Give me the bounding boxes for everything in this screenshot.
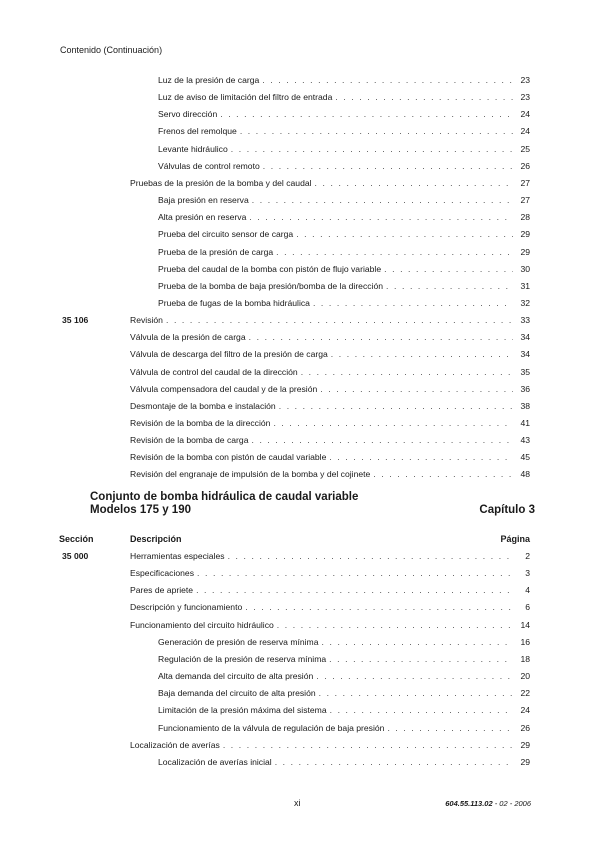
toc-entry-title: Válvula de la presión de carga xyxy=(130,332,246,343)
toc-leader-dots xyxy=(249,331,513,344)
toc-page-number: 29 xyxy=(520,739,530,750)
toc-entry[interactable] xyxy=(158,228,530,241)
toc-entry[interactable] xyxy=(158,143,530,156)
toc-page-number: 24 xyxy=(520,126,530,137)
toc-page-number: 27 xyxy=(520,177,530,188)
toc-page-number: 41 xyxy=(520,418,530,428)
toc-page-number: 29 xyxy=(520,246,530,257)
chapter-label: Capítulo 3 xyxy=(479,504,535,516)
chapter-title-line2: Modelos 175 y 190 xyxy=(90,504,191,516)
toc-leader-dots xyxy=(315,177,513,190)
toc-entry-title: Prueba de la bomba de baja presión/bomba de la dirección xyxy=(158,280,384,291)
toc-leader-dots xyxy=(277,619,513,632)
toc-leader-dots xyxy=(166,314,513,327)
toc-row xyxy=(0,636,595,649)
toc-entry[interactable] xyxy=(158,211,530,224)
toc-entry-title: Revisión del engranaje de impulsión de la bomba y del cojinete xyxy=(130,469,371,480)
toc-page-number: 38 xyxy=(520,400,530,411)
toc-entry[interactable] xyxy=(130,400,530,413)
toc-entry-title: Alta presión en reserva xyxy=(158,212,247,223)
toc-row xyxy=(0,297,595,310)
toc-page-number: 24 xyxy=(520,109,530,120)
toc-entry-title: Pruebas de la presión de la bomba y del caudal xyxy=(130,177,312,188)
toc-page-number: 35 xyxy=(520,366,530,377)
toc-row xyxy=(0,125,595,138)
toc-entry[interactable] xyxy=(130,383,530,396)
toc-leader-dots xyxy=(373,468,513,481)
toc-entry[interactable] xyxy=(130,177,530,190)
toc-leader-dots xyxy=(251,434,513,447)
toc-row xyxy=(0,108,595,121)
toc-row xyxy=(0,739,595,752)
toc-entry-title: Regulación de la presión de reserva mínima xyxy=(158,653,327,664)
toc-entry[interactable] xyxy=(158,722,530,735)
toc-page-number: 2 xyxy=(525,551,530,561)
chapter-title xyxy=(90,491,358,517)
toc-entry[interactable] xyxy=(130,584,530,597)
toc-entry-title: Revisión de la bomba de la dirección xyxy=(130,418,271,428)
toc-entry-title: Limitación de la presión máxima del sistema xyxy=(158,705,327,716)
toc-row xyxy=(0,722,595,735)
column-header-page: Página xyxy=(500,534,530,544)
toc-entry[interactable] xyxy=(158,756,530,769)
toc-entry-title: Servo dirección xyxy=(158,109,218,120)
toc-entry[interactable] xyxy=(158,297,530,310)
chapter-title-line1: Conjunto de bomba hidráulica de caudal variable xyxy=(90,491,359,503)
toc-row xyxy=(0,91,595,104)
toc-row xyxy=(0,331,595,344)
toc-entry[interactable] xyxy=(130,601,530,614)
toc-leader-dots xyxy=(223,739,513,752)
toc-leader-dots xyxy=(196,584,513,597)
toc-row xyxy=(0,74,595,87)
toc-row xyxy=(0,177,595,190)
toc-page-number: 30 xyxy=(520,263,530,274)
toc-row xyxy=(0,383,595,396)
toc-entry-title: Desmontaje de la bomba e instalación xyxy=(130,400,276,411)
toc-page-number: 3 xyxy=(525,568,530,579)
toc-leader-dots xyxy=(320,383,513,396)
toc-leader-dots xyxy=(263,160,513,173)
footer-doc-date: - 02 - 2006 xyxy=(492,799,531,808)
toc-entry-title: Generación de presión de reserva mínima xyxy=(158,636,319,647)
toc-page-number: 48 xyxy=(520,469,530,480)
toc-entry-title: Funcionamiento del circuito hidráulico xyxy=(130,619,274,630)
toc-entry-title: Herramientas especiales xyxy=(130,551,225,561)
toc-entry-title: Alta demanda del circuito de alta presión xyxy=(158,671,314,682)
toc-leader-dots xyxy=(273,417,513,430)
toc-page-number: 22 xyxy=(520,688,530,699)
footer-doc-number: 604.55.113.02 xyxy=(445,799,493,808)
toc-page-number: 27 xyxy=(520,195,530,206)
toc-leader-dots xyxy=(319,687,513,700)
toc-entry-title: Localización de averías xyxy=(130,739,220,750)
toc-leader-dots xyxy=(329,451,513,464)
toc-entry[interactable] xyxy=(130,739,530,752)
toc-row xyxy=(0,280,595,293)
toc-entry-title: Válvula de descarga del filtro de la presión de carga xyxy=(130,349,328,360)
toc-page-number: 23 xyxy=(520,92,530,103)
toc-row xyxy=(0,704,595,717)
toc-row xyxy=(0,451,595,464)
toc-entry[interactable] xyxy=(158,194,530,207)
toc-entry[interactable] xyxy=(158,670,530,683)
toc-row xyxy=(0,211,595,224)
toc-page-number: 23 xyxy=(520,75,530,85)
toc-entry-title: Levante hidráulico xyxy=(158,143,228,154)
toc-row xyxy=(0,687,595,700)
toc-entry-title: Funcionamiento de la válvula de regulación de baja presión xyxy=(158,722,385,733)
toc-entry[interactable] xyxy=(158,653,530,666)
toc-row xyxy=(0,619,595,632)
toc-entry[interactable] xyxy=(158,263,530,276)
toc-entry[interactable] xyxy=(130,331,530,344)
toc-entry-title: Pares de apriete xyxy=(130,585,194,596)
toc-entry-title: Prueba del caudal de la bomba con pistón de flujo variable xyxy=(158,263,382,274)
toc-entry-title: Prueba de la presión de carga xyxy=(158,246,274,257)
toc-row xyxy=(0,653,595,666)
toc-page-number: 4 xyxy=(525,585,530,596)
toc-row xyxy=(0,228,595,241)
toc-leader-dots xyxy=(386,280,513,293)
toc-leader-dots xyxy=(197,567,513,580)
toc-entry-title: Prueba del circuito sensor de carga xyxy=(158,229,294,240)
toc-page-number: 34 xyxy=(520,332,530,343)
toc-entry-title: Revisión de la bomba con pistón de caudal variable xyxy=(130,452,327,463)
toc-page-number: 14 xyxy=(520,619,530,630)
toc-entry[interactable] xyxy=(158,687,530,700)
toc-row xyxy=(0,143,595,156)
toc-entry[interactable] xyxy=(130,348,530,361)
footer-page-number: xi xyxy=(294,798,301,808)
toc-leader-dots xyxy=(276,246,513,259)
toc-page-number: 26 xyxy=(520,722,530,733)
footer-doc-ref xyxy=(445,799,531,808)
toc-entry-title: Revisión xyxy=(130,315,163,326)
toc-leader-dots xyxy=(387,722,513,735)
toc-page-number: 29 xyxy=(520,229,530,240)
toc-leader-dots xyxy=(316,670,513,683)
toc-page-number: 24 xyxy=(520,705,530,716)
toc-entry[interactable] xyxy=(158,636,530,649)
toc-entry[interactable] xyxy=(158,108,530,121)
toc-entry[interactable] xyxy=(158,74,530,87)
toc-row xyxy=(0,194,595,207)
toc-entry-title: Especificaciones xyxy=(130,568,195,579)
toc-entry-title: Luz de aviso de limitación del filtro de entrada xyxy=(158,92,333,103)
column-header-description: Descripción xyxy=(130,534,182,544)
toc-row xyxy=(0,246,595,259)
toc-row xyxy=(0,434,595,447)
toc-entry[interactable] xyxy=(130,434,530,447)
toc-entry-title: Baja presión en reserva xyxy=(158,195,249,206)
toc-row xyxy=(0,400,595,413)
toc-leader-dots xyxy=(301,366,513,379)
toc-page-number: 25 xyxy=(520,143,530,154)
toc-row xyxy=(0,314,595,327)
toc-entry-title: Descripción y funcionamiento xyxy=(130,602,243,613)
toc-entry[interactable] xyxy=(158,125,530,138)
toc-entry[interactable] xyxy=(158,91,530,104)
toc-leader-dots xyxy=(228,550,513,563)
toc-leader-dots xyxy=(249,211,513,224)
toc-row xyxy=(0,670,595,683)
toc-leader-dots xyxy=(275,756,513,769)
toc-leader-dots xyxy=(330,704,513,717)
toc-entry-title: Válvula compensadora del caudal y de la presión xyxy=(130,383,318,394)
toc-entry[interactable] xyxy=(158,704,530,717)
toc-row xyxy=(0,468,595,481)
toc-page-number: 29 xyxy=(520,756,530,767)
toc-leader-dots xyxy=(313,297,513,310)
toc-entry-title: Localización de averías inicial xyxy=(158,756,272,767)
toc-page-number: 18 xyxy=(520,653,530,664)
toc-page-number: 26 xyxy=(520,160,530,171)
page-header: Contenido (Continuación) xyxy=(60,45,163,55)
toc-entry-title: Luz de la presión de carga xyxy=(158,75,260,85)
toc-row xyxy=(0,263,595,276)
toc-entry[interactable] xyxy=(130,550,530,563)
toc-entry[interactable] xyxy=(130,468,530,481)
toc-row xyxy=(0,756,595,769)
toc-page-number: 36 xyxy=(520,383,530,394)
toc-leader-dots xyxy=(322,636,514,649)
toc-row xyxy=(0,417,595,430)
toc-section-number: 35 000 xyxy=(62,551,89,561)
toc-entry[interactable] xyxy=(130,451,530,464)
toc-page-number: 45 xyxy=(520,452,530,463)
toc-entry[interactable] xyxy=(130,619,530,632)
toc-entry-title: Baja demanda del circuito de alta presión xyxy=(158,688,316,699)
toc-row xyxy=(0,366,595,379)
toc-page-number: 6 xyxy=(525,602,530,613)
toc-row xyxy=(0,348,595,361)
toc-leader-dots xyxy=(252,194,513,207)
toc-entry[interactable] xyxy=(158,246,530,259)
toc-entry[interactable] xyxy=(158,160,530,173)
toc-leader-dots xyxy=(384,263,513,276)
toc-entry[interactable] xyxy=(130,417,530,430)
toc-leader-dots xyxy=(329,653,513,666)
toc-page-number: 32 xyxy=(520,297,530,308)
toc-leader-dots xyxy=(245,601,513,614)
toc-row xyxy=(0,160,595,173)
toc-page-number: 20 xyxy=(520,671,530,682)
toc-entry-title: Revisión de la bomba de carga xyxy=(130,435,249,446)
toc-entry[interactable] xyxy=(130,366,530,379)
toc-page-number: 33 xyxy=(520,315,530,326)
toc-entry-title: Válvula de control del caudal de la dirección xyxy=(130,366,298,377)
toc-entry[interactable] xyxy=(130,314,530,327)
toc-entry-title: Prueba de fugas de la bomba hidráulica xyxy=(158,297,310,308)
toc-leader-dots xyxy=(296,228,513,241)
toc-row xyxy=(0,567,595,580)
toc-page-number: 31 xyxy=(520,280,530,291)
toc-page-number: 34 xyxy=(520,349,530,360)
toc-row xyxy=(0,601,595,614)
toc-entry[interactable] xyxy=(158,280,530,293)
toc-leader-dots xyxy=(262,74,513,87)
toc-page-number: 28 xyxy=(520,212,530,223)
toc-page-number: 43 xyxy=(520,435,530,446)
toc-page-number: 16 xyxy=(520,636,530,647)
toc-entry-title: Válvulas de control remoto xyxy=(158,160,260,171)
toc-leader-dots xyxy=(335,91,513,104)
toc-row xyxy=(0,584,595,597)
toc-leader-dots xyxy=(240,125,513,138)
toc-leader-dots xyxy=(231,143,513,156)
toc-leader-dots xyxy=(331,348,513,361)
toc-leader-dots xyxy=(279,400,513,413)
toc-entry[interactable] xyxy=(130,567,530,580)
toc-leader-dots xyxy=(220,108,513,121)
toc-section-number: 35 106 xyxy=(62,315,89,326)
toc-entry-title: Frenos del remolque xyxy=(158,126,237,137)
toc-row xyxy=(0,550,595,563)
column-header-section: Sección xyxy=(59,534,94,544)
